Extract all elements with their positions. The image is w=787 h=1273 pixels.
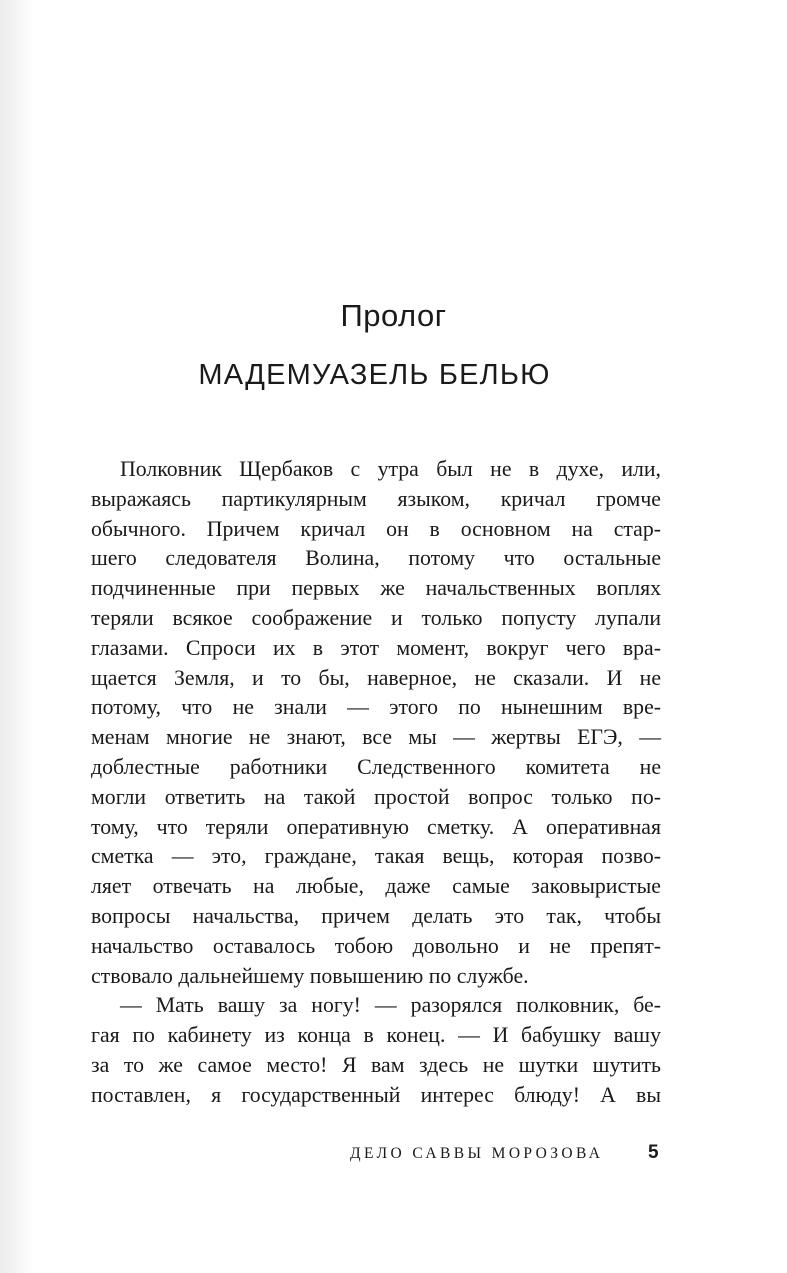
text-line: начальство оставалось тобою довольно и не препят-	[91, 933, 661, 958]
text-line: за то же самое место! Я вам здесь не шутки шутить	[91, 1052, 661, 1077]
body-text	[91, 455, 661, 1111]
text-line: обычного. Причем кричал он в основном на стар-	[91, 516, 661, 541]
text-line: ствовало дальнейшему повышению по службе.	[91, 963, 529, 988]
text-line: доблестные работники Следственного комитета не	[91, 754, 661, 779]
text-line: гая по кабинету из конца в конец. — И бабушку вашу	[91, 1023, 661, 1048]
text-line: подчиненные при первых же начальственных воплях	[91, 576, 661, 601]
text-line: глазами. Спроси их в этот момент, вокруг чего вра-	[91, 635, 661, 660]
chapter-title: Пролог	[340, 298, 447, 333]
text-line: щается Земля, и то бы, наверное, не сказали. И не	[91, 665, 661, 690]
text-line: менам многие не знают, все мы — жертвы ЕГЭ, —	[91, 725, 661, 750]
text-line: выражаясь партикулярным языком, кричал громче	[91, 486, 661, 511]
text-line: потому, что не знали — этого по нынешним вре-	[91, 695, 661, 720]
page-number: 5	[648, 1142, 659, 1163]
text-line: теряли всякое соображение и только попусту лупали	[91, 605, 661, 630]
text-line: Полковник Щербаков с утра был не в духе, или,	[120, 457, 661, 481]
text-line: вопросы начальства, причем делать это так, чтобы	[91, 903, 661, 928]
text-line: поставлен, я государственный интерес блюду! А вы	[91, 1082, 661, 1107]
text-line: сметка — это, граждане, такая вещь, которая позво-	[91, 844, 661, 869]
text-line: шего следователя Волина, потому что остальные	[91, 546, 661, 571]
text-line: ляет отвечать на любые, даже самые заковыристые	[91, 874, 661, 899]
text-line: тому, что теряли оперативную сметку. А оперативная	[91, 814, 661, 839]
text-line: могли ответить на такой простой вопрос только по-	[91, 784, 661, 809]
chapter-subtitle: МАДЕМУАЗЕЛЬ БЕЛЬЮ	[198, 359, 551, 391]
running-footer-title: ДЕЛО САВВЫ МОРОЗОВА	[350, 1145, 604, 1162]
text-line: — Мать вашу за ногу! — разорялся полковник, бе-	[120, 993, 661, 1018]
page-gutter-shadow	[0, 0, 34, 1273]
